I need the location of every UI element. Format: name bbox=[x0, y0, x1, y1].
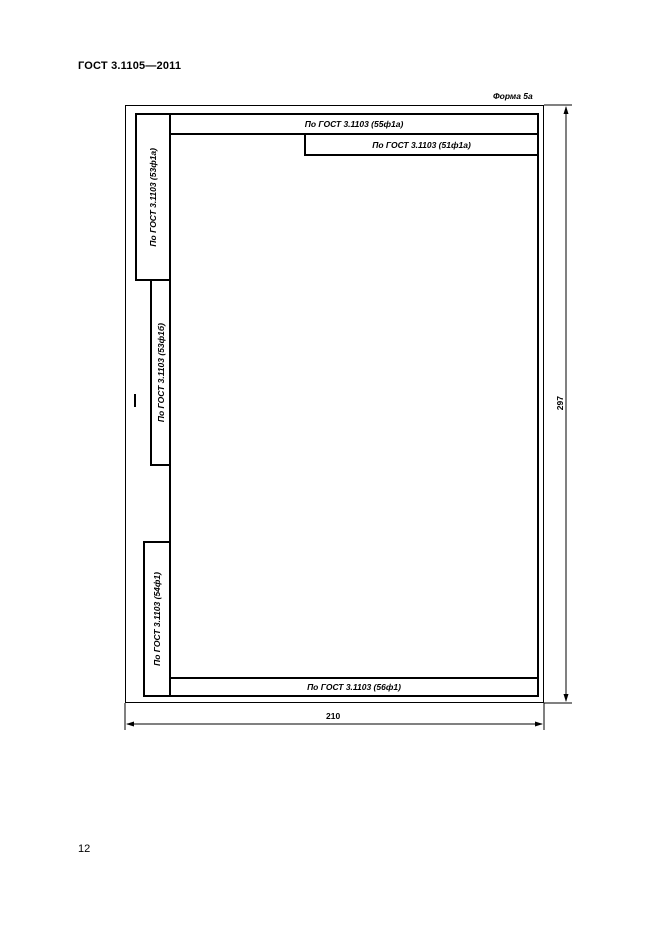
form-label: Форма 5а bbox=[493, 91, 533, 101]
width-dimension-label: 210 bbox=[326, 711, 341, 721]
block-left-middle-label: По ГОСТ 3.1103 (53ф1б) bbox=[155, 322, 166, 423]
height-dimension-label: 297 bbox=[555, 396, 565, 411]
block-top-main-label: По ГОСТ 3.1103 (55ф1а) bbox=[304, 119, 404, 129]
document-header-title: ГОСТ 3.1105—2011 bbox=[78, 60, 182, 72]
block-top-sub-label: По ГОСТ 3.1103 (51ф1а) bbox=[372, 139, 471, 150]
block-left-lower-label: По ГОСТ 3.1103 (54ф1) bbox=[152, 572, 162, 666]
block-left-upper-label: По ГОСТ 3.1103 (53ф1а) bbox=[148, 147, 158, 247]
page-number: 12 bbox=[78, 843, 91, 855]
width-arrow-left bbox=[126, 722, 134, 727]
height-arrow-top bbox=[564, 106, 569, 114]
width-arrow-right bbox=[535, 722, 543, 727]
block-bottom-label: По ГОСТ 3.1103 (56ф1) bbox=[307, 682, 401, 692]
height-arrow-bottom bbox=[564, 694, 569, 702]
